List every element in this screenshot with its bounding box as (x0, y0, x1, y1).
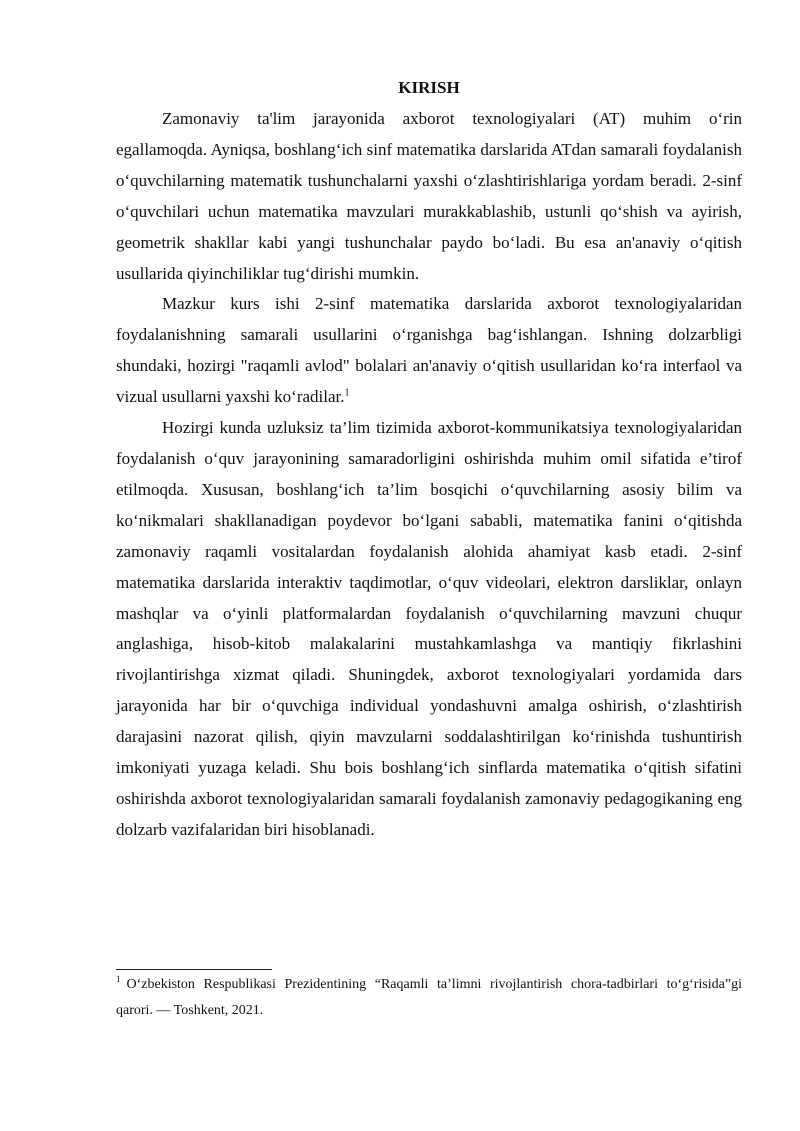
document-body (116, 74, 742, 846)
paragraph-1-text: Zamonaviy ta'lim jarayonida axborot texnologiyalari (AT) muhim o‘rin egallamoqda. Ayniqsa, boshlang‘ich sinf matematika darslarida ATdan samarali foydalanish o‘quvchilarning matematik tushunchalarni yaxshi o‘zlashtirishlariga yordam beradi. 2-sinf o‘quvchilari uchun matematika mavzulari murakkablashib, ustunli qo‘shish va ayirish, geometrik shakllar kabi yangi tushunchalar paydo bo‘ladi. Bu esa an'anaviy o‘qitish usullarida qiyinchiliklar tug‘dirishi mumkin. (116, 109, 742, 283)
footnote-separator (116, 969, 272, 970)
footnote-reference[interactable]: 1 (344, 387, 350, 399)
paragraph-1 (116, 104, 742, 289)
document-title: KIRISH (398, 78, 460, 97)
paragraph-2 (116, 289, 742, 413)
paragraph-3-text: Hozirgi kunda uzluksiz ta’lim tizimida axborot-kommunikatsiya texnologiyalaridan foydalanish o‘quv jarayonining samaradorligini oshirishda muhim omil sifatida e’tirof etilmoqda. Xususan, boshlang‘ich ta’lim bosqichi o‘quvchilarning asosiy bilim va ko‘nikmalari shakllanadigan poydevor bo‘lgani sababli, matematika fanini o‘qitishda zamonaviy raqamli vositalardan foydalanish alohida ahamiyat kasb etadi. 2-sinf matematika darslarida interaktiv taqdimotlar, o‘quv videolari, elektron darsliklar, onlayn mashqlar va o‘yinli platformalardan foydalanish o‘quvchilarning mavzuni chuqur anglashiga, hisob-kitob malakalarini mustahkamlashga va mantiqiy fikrlashini rivojlantirishga xizmat qiladi. Shuningdek, axborot texnologiyalari yordamida dars jarayonida har bir o‘quvchiga individual yondashuvni amalga oshirish, o‘zlashtirish darajasini nazorat qilish, qiyin mavzularni soddalashtirilgan ko‘rinishda tushuntirish imkoniyati yuzaga keladi. Shu bois boshlang‘ich sinflarda matematika o‘qitish sifatini oshirishda axborot texnologiyalaridan samarali foydalanish zamonaviy pedagogikaning eng dolzarb vazifalaridan biri hisoblanadi. (116, 418, 742, 839)
footnote-text: O‘zbekiston Respublikasi Prezidentining “Raqamli ta’limni rivojlantirish chora-tadbirlari to‘g‘risida”gi qarori. — Toshkent, 2021. (116, 977, 742, 1018)
paragraph-3 (116, 413, 742, 846)
footnote (116, 972, 742, 1024)
footnote-marker: 1 (116, 974, 121, 985)
paragraph-2-text: Mazkur kurs ishi 2-sinf matematika darslarida axborot texnologiyalaridan foydalanishning samarali usullarini o‘rganishga bag‘ishlangan. Ishning dolzarbligi shundaki, hozirgi "raqamli avlod" bolalari an'anaviy o‘qitish usullaridan ko‘ra interfaol va vizual usullarni yaxshi ko‘radilar. (116, 294, 742, 407)
